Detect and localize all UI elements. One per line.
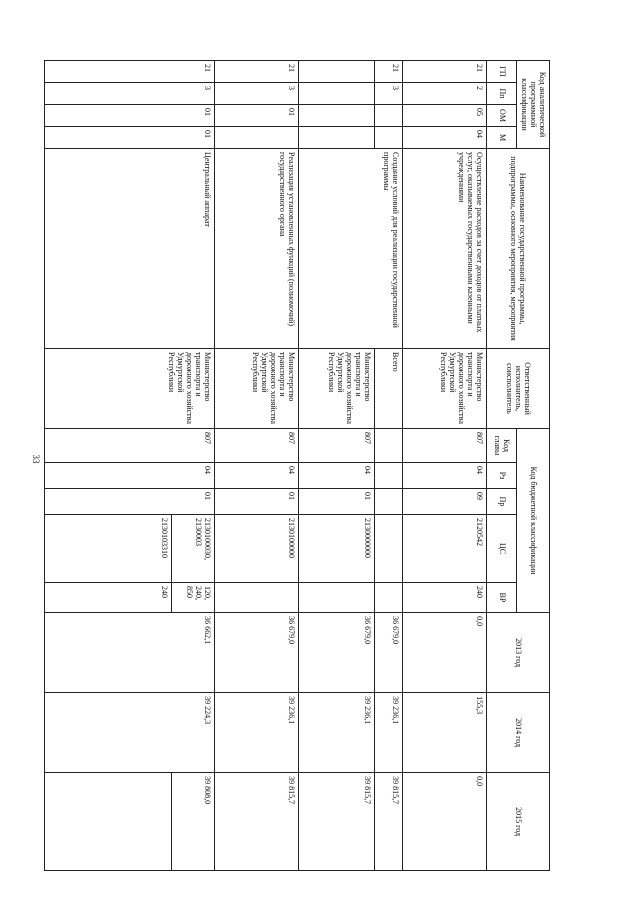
analytic-code-header: Код аналитической программной классификации xyxy=(517,61,550,149)
cell-responsible: Министерство транспорта и дорожного хозяйства Удмуртской Республики xyxy=(299,349,375,429)
page-number: 33 xyxy=(31,454,41,464)
rz-header: Рз xyxy=(487,463,517,489)
budget-table xyxy=(44,60,550,871)
year-2014-header: 2014 год xyxy=(487,693,550,773)
cell-m: 01 xyxy=(45,127,215,149)
cell-2015-bottom xyxy=(167,773,171,870)
cell-vr-split xyxy=(45,583,215,613)
cell-2015-split xyxy=(45,773,215,871)
cell-pr: 01 xyxy=(215,489,299,515)
cell-pr: 01 xyxy=(299,489,375,515)
rotated-page xyxy=(62,60,550,850)
cell-responsible: Министерство транспорта и дорожного хозяйства Удмуртской Республики xyxy=(45,349,215,429)
cell-gl: 807 xyxy=(299,429,375,463)
cell-name: Создание условий для реализации государственной программы xyxy=(299,149,403,349)
cell-2015: 39 815,7 xyxy=(375,773,403,871)
cell-cs xyxy=(375,515,403,583)
cell-m: 04 xyxy=(403,127,487,149)
cell-cs: 2130000000 xyxy=(299,515,375,583)
cell-gp xyxy=(299,61,375,83)
cell-pp xyxy=(299,83,375,105)
pr-header: Пр xyxy=(487,489,517,515)
cell-pr: 01 xyxy=(45,489,215,515)
cell-cs: 2130100000 xyxy=(215,515,299,583)
cell-2013: 36 662,1 xyxy=(45,613,215,693)
cell-pp: 3 xyxy=(215,83,299,105)
cell-2013: 36 679,0 xyxy=(215,613,299,693)
cell-om: 01 xyxy=(45,105,215,127)
cell-2014: 39 236,1 xyxy=(215,693,299,773)
table-row xyxy=(45,61,215,871)
cell-m xyxy=(299,127,375,149)
cell-2014: 39 224,3 xyxy=(45,693,215,773)
cs-header: ЦС xyxy=(487,515,517,583)
cell-2015: 39 815,7 xyxy=(299,773,375,871)
cell-gl: 807 xyxy=(45,429,215,463)
year-2015-header: 2015 год xyxy=(487,773,550,871)
cell-vr-top: 120, 240, 850 xyxy=(171,583,214,612)
gp-header: ГП xyxy=(487,61,517,83)
cell-2014: 155,3 xyxy=(403,693,487,773)
cell-cs: 2120542 xyxy=(403,515,487,583)
cell-om xyxy=(375,105,403,127)
cell-2015-top: 39 808,0 xyxy=(171,773,214,870)
m-header: М xyxy=(487,127,517,149)
year-2013-header: 2013 год xyxy=(487,613,550,693)
cell-vr xyxy=(375,583,403,613)
cell-vr-bottom: 240 xyxy=(160,586,170,599)
table-row xyxy=(403,61,487,871)
gl-header: Код главы xyxy=(487,429,517,463)
cell-pp: 3 xyxy=(45,83,215,105)
cell-om: 05 xyxy=(403,105,487,127)
cell-rz: 04 xyxy=(403,463,487,489)
cell-gp: 21 xyxy=(403,61,487,83)
cell-name: Осуществление расходов за счет доходов от платных услуг, оказываемых государственными казенными учреждениями xyxy=(403,149,487,349)
cell-gp: 21 xyxy=(375,61,403,83)
cell-gp: 21 xyxy=(45,61,215,83)
cell-gp: 21 xyxy=(215,61,299,83)
cell-2013: 0,0 xyxy=(403,613,487,693)
cell-om: 01 xyxy=(215,105,299,127)
vr-header: ВР xyxy=(487,583,517,613)
budget-code-header: Код бюджетной классификации xyxy=(517,429,550,613)
cell-2015: 39 815,7 xyxy=(215,773,299,871)
cell-gl: 807 xyxy=(403,429,487,463)
cell-m xyxy=(215,127,299,149)
cell-responsible: Министерство транспорта и дорожного хозяйства Удмуртской Республики xyxy=(215,349,299,429)
cell-name: Реализация установленных функций (полномочий) государственного органа xyxy=(215,149,299,349)
cell-name: Центральный аппарат xyxy=(45,149,215,349)
responsible-header: Ответственный исполнитель, соисполнитель xyxy=(487,349,550,429)
cell-pp: 3 xyxy=(375,83,403,105)
cell-cs-bottom: 2130103310 xyxy=(160,518,170,559)
cell-gl xyxy=(375,429,403,463)
cell-pp: 2 xyxy=(403,83,487,105)
table-row xyxy=(375,61,403,871)
cell-vr xyxy=(299,583,375,613)
cell-rz xyxy=(375,463,403,489)
cell-gl: 807 xyxy=(215,429,299,463)
cell-responsible: Всего xyxy=(375,349,403,429)
cell-rz: 04 xyxy=(299,463,375,489)
name-header: Наименование государственной программы, подпрограммы, основного мероприятия, мероприятия xyxy=(487,149,550,349)
cell-vr: 240 xyxy=(403,583,487,613)
cell-pr xyxy=(375,489,403,515)
om-header: ОМ xyxy=(487,105,517,127)
cell-2013: 36 679,0 xyxy=(375,613,403,693)
cell-cs-split xyxy=(45,515,215,583)
pp-header: Пп xyxy=(487,83,517,105)
cell-pr: 09 xyxy=(403,489,487,515)
cell-2014: 39 236,1 xyxy=(375,693,403,773)
cell-2013: 36 679,0 xyxy=(299,613,375,693)
cell-m xyxy=(375,127,403,149)
cell-rz: 04 xyxy=(215,463,299,489)
cell-responsible: Министерство транспорта и дорожного хозяйства Удмуртской Республики xyxy=(403,349,487,429)
table-row xyxy=(215,61,299,871)
cell-om xyxy=(299,105,375,127)
cell-vr xyxy=(215,583,299,613)
cell-cs-top: 2130100030, 2130003 xyxy=(171,515,214,582)
cell-rz: 04 xyxy=(45,463,215,489)
cell-2015: 0,0 xyxy=(403,773,487,871)
cell-2014: 39 236,1 xyxy=(299,693,375,773)
